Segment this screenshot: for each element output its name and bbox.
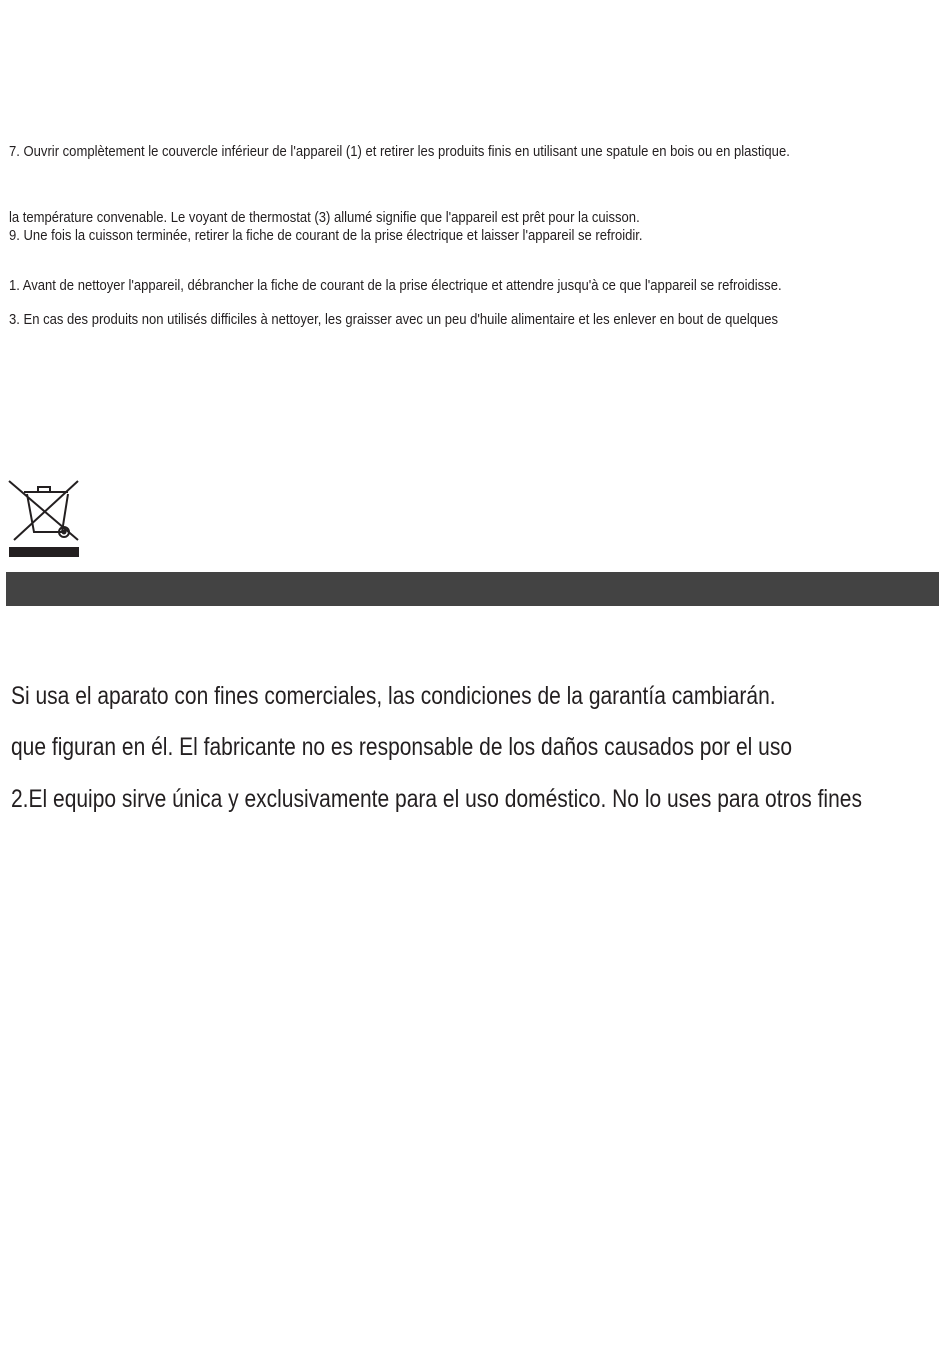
domestic-use-note: 2.El equipo sirve única y exclusivamente para el uso doméstico. No lo uses para otros fines xyxy=(11,785,862,813)
cleaning-step-3: 3. En cas des produits non utilisés difficiles à nettoyer, les graisser avec un peu d'huile alimentaire et les enlever en bout de quelques xyxy=(9,312,779,328)
instruction-step-8-continuation: la température convenable. Le voyant de thermostat (3) allumé signifie que l'appareil est prêt pour la cuisson. xyxy=(9,210,640,226)
instruction-step-7: 7. Ouvrir complètement le couvercle inférieur de l'appareil (1) et retirer les produits finis en utilisant une spatule en bois ou en plastique. xyxy=(9,144,790,160)
manufacturer-liability-note: que figuran en él. El fabricante no es responsable de los daños causados por el uso xyxy=(11,733,793,761)
instruction-step-9: 9. Une fois la cuisson terminée, retirer la fiche de courant de la prise électrique et laisser l'appareil se refroidir. xyxy=(9,228,643,244)
crossed-out-wheelie-bin-icon xyxy=(6,478,84,560)
warranty-commercial-use-note: Si usa el aparato con fines comerciales, las condiciones de la garantía cambiarán. xyxy=(11,682,776,710)
cleaning-step-1: 1. Avant de nettoyer l'appareil, débrancher la fiche de courant de la prise électrique et attendre jusqu'à ce que l'appareil se refroidisse. xyxy=(9,278,782,294)
section-header-band xyxy=(6,572,939,606)
